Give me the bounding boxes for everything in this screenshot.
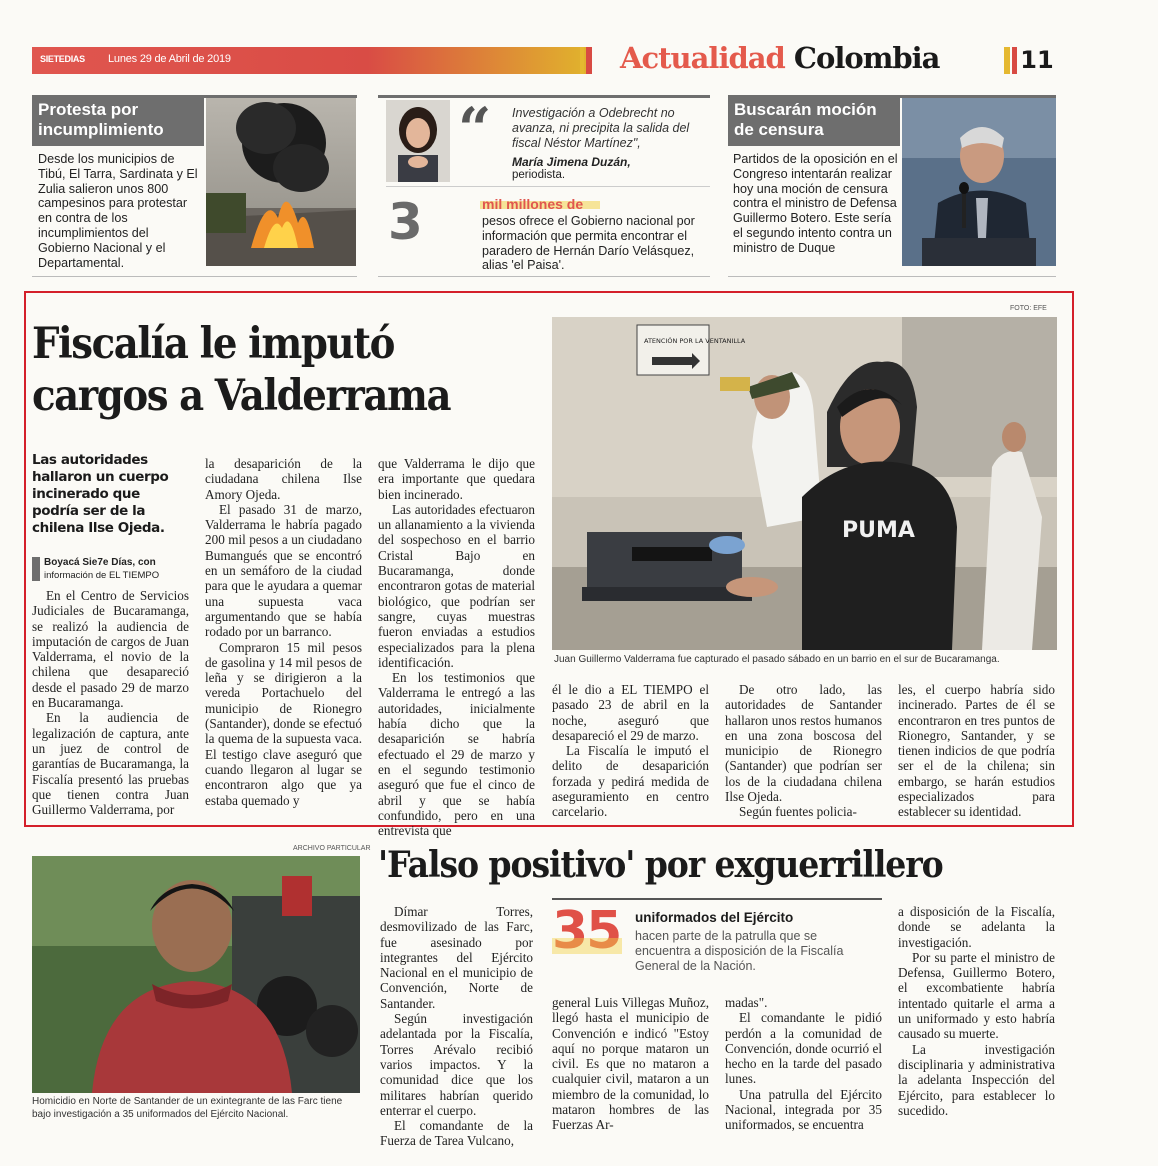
second-photo-credit: ARCHIVO PARTICULAR	[293, 845, 371, 852]
paragraph: Por su parte el ministro de Defensa, Guillermo Botero, el excombatiente habría intentado quitarle el arma a un uniformado y esto habría causado su muerte.	[898, 949, 1055, 1042]
second-col-3	[725, 995, 882, 1133]
second-photo	[32, 856, 360, 1093]
figure-text: pesos ofrece el Gobierno nacional por información que permita encontrar el paradero de Hernán Darío Velásquez, alias 'el Paisa'.	[482, 214, 695, 273]
byline-a: Boyacá Sie7e Días, con	[44, 557, 156, 568]
brief-mocion-text: Partidos de la oposición en el Congreso intentarán realizar hoy una moción de censura contra el ministro de Defensa Guillermo Botero. Este sería el segundo intento contra un ministro de Duque	[733, 152, 898, 255]
quote-role: periodista.	[512, 169, 566, 181]
paragraph: Según fuentes policia-	[739, 804, 857, 820]
paragraph: les, el cuerpo habría sido incinerado. Partes de él se encontraron en tres puntos de Rionegro, Santander, y se tienen indicios de que podría ser el de la chilena; sin embargo, se harán estudios especializados para establecer su identidad.	[898, 682, 1055, 820]
paragraph: Según investigación adelantada por la Fiscalía, Torres Arévalo recibió varios impactos. Y la comunidad dice que los militares habrían querido enterrar el cuerpo.	[380, 1011, 533, 1118]
figure-headline: mil millones de	[482, 196, 584, 212]
main-col-3	[378, 456, 535, 838]
paragraph: El pasado 31 de marzo, Valderrama le habría pagado 200 mil pesos a un ciudadano Bumangués que se encontró en un semáforo de la ciudad para que le ayudara a quemar una supuesta vaca argumentando que se había rodado por un barranco.	[205, 501, 362, 640]
main-col-1	[32, 588, 189, 817]
main-photo-caption: Juan Guillermo Valderrama fue capturado el pasado sábado en un barrio en el sur de Bucaramanga.	[554, 654, 1000, 665]
main-col-4	[552, 682, 709, 820]
quote-text: Investigación a Odebrecht no avanza, ni precipita la salida del fiscal Néstor Martínez",	[512, 106, 690, 150]
paragraph: En los testimonios que Valderrama le entregó a las autoridades, inicialmente había dicho que la desaparición se habría efectuado el 29 de marzo y en el segundo testimonio aseguró que fue el cinco de abril y que se había confundido, pero en una entrevista que	[378, 670, 535, 839]
paragraph: general Luis Villegas Muñoz, llegó hasta el municipio de Convención e indicó "Estoy aquí no porque mataron un civil. Es que no mataron a cualquier civil, mataron a un miembro de la comunidad, lo mataron hombres de las Fuerzas Ar-	[552, 995, 709, 1133]
paragraph: a disposición de la Fiscalía, donde se adelanta la investigación.	[898, 904, 1055, 950]
figure-number: 3	[388, 193, 423, 251]
paragraph: El comandante le pidió perdón a la comunidad de Convención, donde ocurrió el hecho en la tarde del pasado lunes.	[725, 1010, 882, 1087]
section-title	[620, 41, 939, 75]
issue-date: Lunes 29 de Abril de 2019	[108, 53, 231, 65]
protest-photo	[206, 98, 356, 266]
stat-number: 35	[552, 901, 621, 961]
paragraph: El comandante de la Fuerza de Tarea Vulcano,	[380, 1118, 533, 1149]
second-col-4	[898, 904, 1055, 1118]
brief-mocion-title: Buscarán moción de censura	[728, 96, 900, 146]
section-title-a: Actualidad	[620, 41, 785, 75]
second-col-2	[552, 995, 709, 1133]
paragraph: La investigación disciplinaria y administrativa la adelanta Inspección del Ejército, para establecer lo sucedido.	[898, 1041, 1055, 1118]
stat-title: uniformados del Ejército	[635, 910, 794, 925]
paragraph: él le dio a EL TIEMPO el pasado 23 de abril en la noche, aseguró que desapareció el 29 de marzo.	[552, 682, 709, 743]
main-col-5	[725, 682, 882, 820]
sign-text: ATENCIÓN POR LA VENTANILLA	[644, 337, 746, 345]
second-headline: 'Falso positivo' por exguerrillero	[378, 844, 943, 886]
main-lead: Las autoridades hallaron un cuerpo incinerado que podría ser de la chilena Ilse Ojeda.	[32, 452, 169, 536]
paragraph: madas".	[725, 995, 768, 1010]
quote-mark-icon: “	[458, 95, 492, 163]
paragraph: la desaparición de la ciudadana chilena Ilse Amory Ojeda.	[205, 456, 362, 502]
main-photo-credit: FOTO: EFE	[1010, 305, 1047, 312]
paragraph: Las autoridades efectuaron un allanamiento a la vivienda del sospechoso en el barrio Cristal Bajo en Bucaramanga, donde encontraron gotas de material biológico, que podrían ser sangre, cuyas muestras fueron enviadas a estudios especializados para la plena identificación.	[378, 501, 535, 670]
svg-text:PUMA: PUMA	[842, 518, 915, 543]
main-headline: Fiscalía le imputó cargos a Valderrama	[32, 319, 451, 421]
header-divider-a	[580, 47, 584, 74]
paragraph: que Valderrama le dijo que era importante que quedara bien incinerado.	[378, 456, 535, 502]
section-title-b: Colombia	[793, 41, 940, 75]
main-col-2	[205, 456, 362, 808]
stat-text: hacen parte de la patrulla que se encuentra a disposición de la Fiscalía General de la Nación.	[635, 929, 844, 973]
journalist-photo	[386, 100, 450, 182]
header-divider-b	[586, 47, 592, 74]
section-tag: SIETEDIAS	[40, 54, 85, 64]
paragraph: Una patrulla del Ejército Nacional, integrada por 35 uniformados, se encuentra	[725, 1086, 882, 1133]
paragraph: De otro lado, las autoridades de Santander hallaron unos restos humanos en una zona boscosa del municipio de Rionegro (Santander) que podrían ser los de la ciudadana chilena Ilse Ojeda.	[725, 682, 882, 805]
stat-number-shade	[552, 938, 622, 954]
quote-separator	[386, 186, 710, 187]
byline-bar	[32, 557, 40, 581]
second-col-1	[380, 904, 533, 1149]
paragraph: Dímar Torres, desmovilizado de las Farc, fue asesinado por integrantes del Ejército Nacional en el municipio de Convención, Norte de Santander.	[380, 904, 533, 1011]
quote-author: María Jimena Duzán,	[512, 155, 631, 169]
minister-photo	[902, 98, 1056, 266]
page-number-bar	[1004, 47, 1010, 74]
main-photo	[552, 317, 1057, 650]
main-col-6	[898, 682, 1055, 820]
second-photo-caption: Homicidio en Norte de Santander de un exintegrante de las Farc tiene bajo investigación a 35 uniformados del Ejército Nacional.	[32, 1096, 343, 1120]
page-number: 11	[1020, 46, 1054, 74]
brief-protesta-text: Desde los municipios de Tibú, El Tarra, Sardinata y El Zulia salieron unos 800 campesinos para protestar en contra de los incumplimientos del Gobierno Nacional y el Departamental.	[38, 152, 198, 270]
paragraph: En el Centro de Servicios Judiciales de Bucaramanga, se realizó la audiencia de imputación de cargos de Juan Valderrama, el novio de la chilena que desapareció desde el pasado 29 de marzo en Bucaramanga.	[32, 588, 189, 711]
brief-protesta-title: Protesta por incumplimiento	[32, 96, 204, 146]
paragraph: En la audiencia de legalización de captura, ante un juez de control de garantías de Bucaramanga, la Fiscalía presentó las pruebas que tienen contra Juan Guillermo Valderrama, por	[32, 710, 189, 818]
paragraph: Compraron 15 mil pesos de gasolina y 14 mil pesos de leña y se dirigieron a la vereda Portachuelo del municipio de Rionegro (Santander), donde se efectuó la quema de la supuesta vaca. El testigo clave aseguró que cuando llegaron al lugar se encontraron algo que ya estaba quemado y	[205, 639, 362, 808]
byline-b: información de EL TIEMPO	[44, 570, 160, 581]
paragraph: La Fiscalía le imputó el delito de desaparición forzada y pedirá medida de aseguramiento en centro carcelario.	[552, 743, 709, 820]
page-number-bar-2	[1012, 47, 1017, 74]
